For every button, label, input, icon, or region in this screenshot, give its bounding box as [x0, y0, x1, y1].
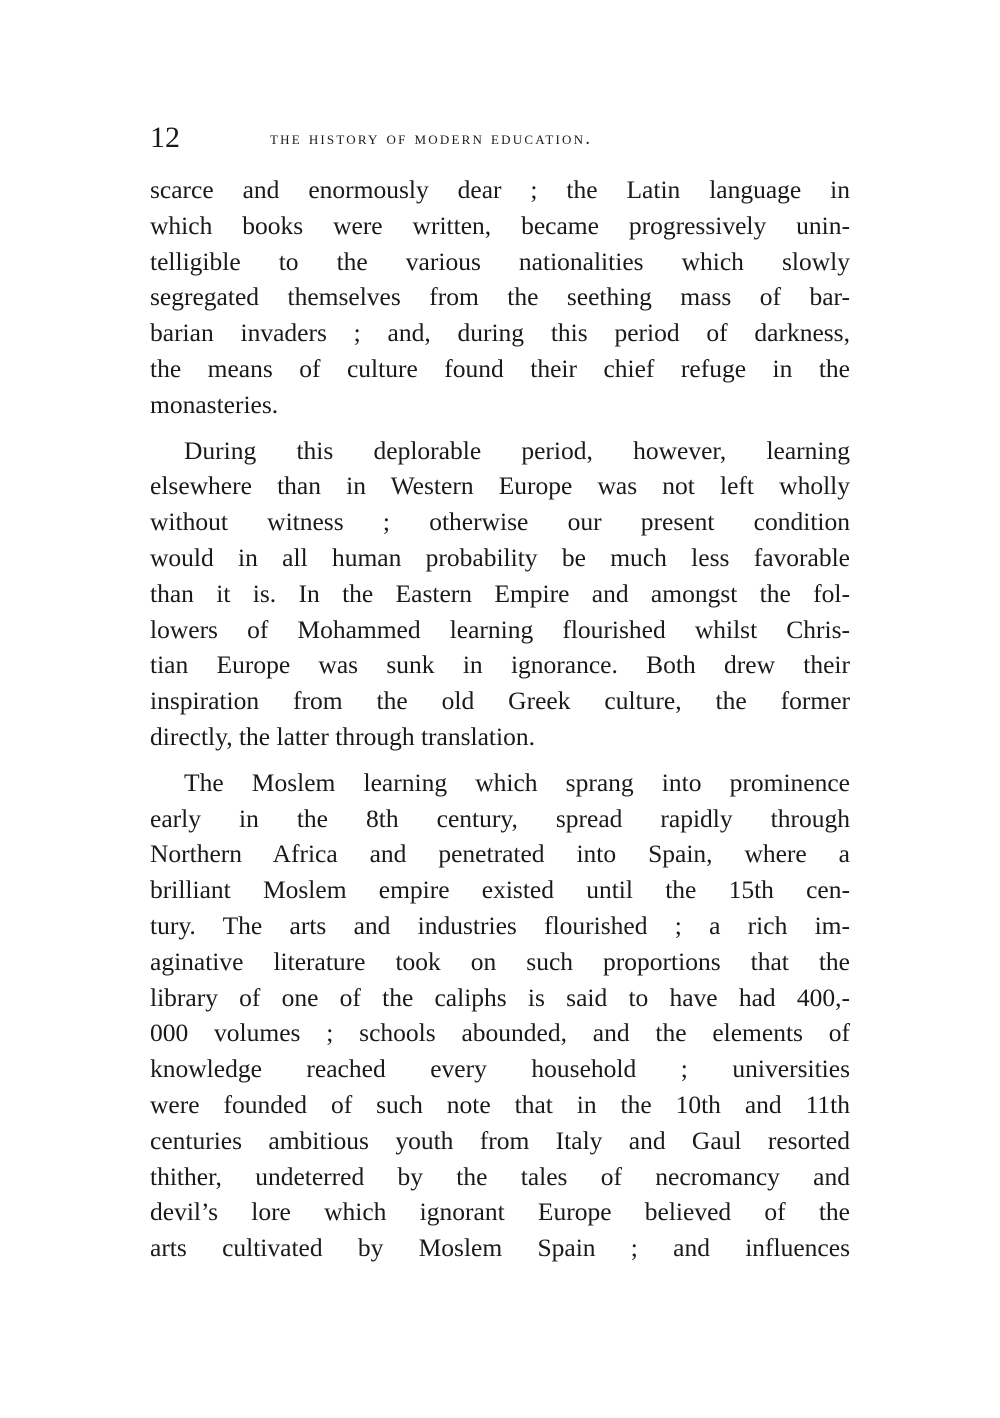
text-line: the means of culture found their chief refuge in the: [150, 353, 850, 383]
text-line: The Moslem learning which sprang into prominence: [184, 767, 850, 797]
text-line: were founded of such note that in the 10th and 11th: [150, 1089, 850, 1119]
paragraph-2: [150, 433, 850, 755]
text-line: devil’s lore which ignorant Europe believed of the: [150, 1197, 850, 1227]
text-line: than it is. In the Eastern Empire and amongst the fol-: [150, 578, 850, 608]
text-line: arts cultivated by Moslem Spain ; and influences: [150, 1233, 850, 1263]
text-line: without witness ; otherwise our present condition: [150, 507, 850, 537]
text-line: aginative literature took on such proportions that the: [150, 946, 850, 976]
text-line: would in all human probability be much less favorable: [150, 542, 850, 572]
page-number: 12: [150, 121, 180, 154]
text-line: lowers of Mohammed learning flourished whilst Chris-: [150, 614, 850, 644]
running-title: the history of modern education.: [270, 128, 593, 149]
text-line: scarce and enormously dear ; the Latin language in: [150, 175, 850, 204]
text-line: tian Europe was sunk in ignorance. Both drew their: [150, 650, 850, 680]
text-line: which books were written, became progressively unin-: [150, 210, 850, 240]
text-line: thither, undeterred by the tales of necromancy and: [150, 1161, 850, 1191]
text-line: directly, the latter through translation.: [150, 721, 535, 751]
text-line: telligible to the various nationalities which slowly: [150, 246, 850, 276]
text-line: centuries ambitious youth from Italy and Gaul resorted: [150, 1125, 850, 1155]
paragraph-1: [150, 172, 850, 423]
text-line: knowledge reached every household ; universities: [150, 1054, 850, 1084]
text-line: inspiration from the old Greek culture, the former: [150, 686, 850, 716]
text-line: tury. The arts and industries flourished ; a rich im-: [150, 910, 850, 940]
text-line: monasteries.: [150, 389, 279, 419]
text-line: segregated themselves from the seething mass of bar-: [150, 282, 850, 312]
text-line: Northern Africa and penetrated into Spain, where a: [150, 839, 850, 869]
text-line: elsewhere than in Western Europe was not left wholly: [150, 471, 850, 501]
text-line: 000 volumes ; schools abounded, and the elements of: [150, 1018, 850, 1048]
text-line: library of one of the caliphs is said to have had 400,-: [150, 982, 850, 1012]
text-line: brilliant Moslem empire existed until the 15th cen-: [150, 875, 850, 905]
text-line: barian invaders ; and, during this period of darkness,: [150, 318, 850, 348]
paragraph-3: [150, 765, 850, 1266]
body-text: [150, 172, 850, 1266]
text-line: early in the 8th century, spread rapidly through: [150, 803, 850, 833]
text-line: During this deplorable period, however, learning: [184, 435, 850, 465]
running-head: [150, 118, 850, 158]
